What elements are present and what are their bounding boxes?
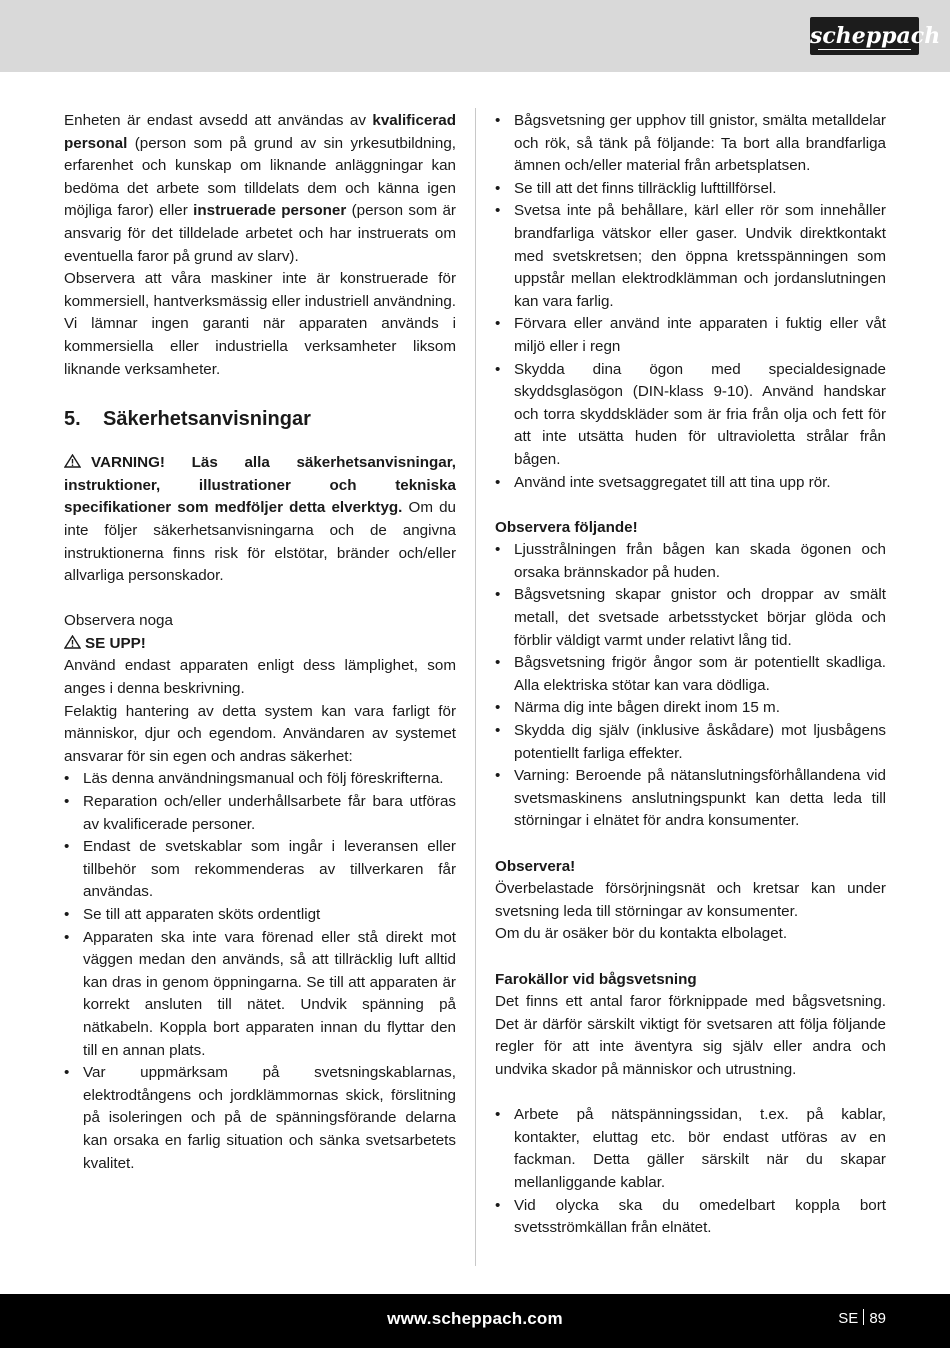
- page-number: 89: [869, 1310, 886, 1327]
- intro-paragraph: [64, 110, 456, 268]
- overload-paragraph: Överbelastade försörjningsnät och kretsar kan under svetsning leda till störningar av konsumenter.: [495, 880, 886, 920]
- list-item: • Var uppmärksam på svetsningskablarnas, elektrodtångens och jordklämmornas skick, förslitning på isoleringen och på de spänningsförande delarna kan orsaka en farlig situation och sänka svetsarbetets kvalitet.: [64, 1062, 456, 1175]
- list-item: • Bågsvetsning skapar gnistor och droppar av smält metall, det svetsade arbetsstycket börjar glöda och förblir väldigt varmt under relativt lång tid.: [495, 584, 886, 652]
- warning-text: Om du inte följer säkerhetsanvisningarna och de angivna instruktionerna finns risk för elstötar, bränder och/eller allvarliga personskador.: [64, 499, 456, 585]
- caution-triangle-icon: [64, 635, 81, 649]
- list-item: • Skydda dig själv (inklusive åskådare) mot ljusbågens potentiellt farliga effekter.: [495, 720, 886, 765]
- language-code: SE: [838, 1310, 859, 1327]
- list-item: • Vid olycka ska du omedelbart koppla bort svetsströmkällan från elnätet.: [495, 1195, 886, 1240]
- intro-text-1: Enheten är endast avsedd att användas av: [64, 112, 373, 129]
- wrong-handling-paragraph: Felaktig hantering av detta system kan vara farligt för människor, djur och egendom. Användaren av systemet ansvarar för sin egen och andras säkerhet:: [64, 702, 456, 765]
- page-separator: [863, 1309, 864, 1325]
- intro-bold-qualified: kvalificerad personal: [64, 112, 456, 152]
- right-bullet-list-top: [495, 110, 886, 494]
- logo-underline: [818, 49, 911, 50]
- list-item: • Se till att apparaten sköts ordentligt: [64, 904, 456, 927]
- caution-line: [64, 633, 456, 656]
- list-item: • Använd inte svetsaggregatet till att tina upp rör.: [495, 472, 886, 495]
- list-item: • Endast de svetskablar som ingår i leveransen eller tillbehör som rekommenderas av tillverkaren får användas.: [64, 836, 456, 904]
- observe-machines-paragraph: Observera att våra maskiner inte är konstruerade för kommersiell, hantverksmässig eller industriell användning. Vi lämnar ingen garanti när apparaten används i kommersiella eller industriella verksamheter liksom liknande verksamheter.: [64, 270, 456, 378]
- list-item: • Läs denna användningsmanual och följ föreskrifterna.: [64, 768, 456, 791]
- list-item: • Svetsa inte på behållare, kärl eller rör som innehåller brandfarliga vätskor eller gaser. Undvik direktkontakt med svetskretsen; den öppna kretsspänningen som uppstår mellan elektrodklämman och jordanslutningen kan vara farlig.: [495, 200, 886, 313]
- list-item: • Närma dig inte bågen direkt inom 15 m.: [495, 697, 886, 720]
- warning-paragraph: [64, 452, 456, 588]
- warning-bold-text: VARNING! Läs alla säkerhetsanvisningar, instruktioner, illustrationer och tekniska specifikationer som medföljer detta elverktyg.: [64, 454, 456, 517]
- footer-url[interactable]: www.scheppach.com: [387, 1309, 563, 1328]
- intro-text-3: (person som är ansvarig för det tilldelade arbetet och har instruerats om eventuella faror på grund av slarv).: [64, 202, 456, 265]
- warning-triangle-icon: [64, 454, 81, 468]
- right-bullet-list-mid: [495, 539, 886, 833]
- footer-bar: [0, 1294, 950, 1348]
- logo-text: scheppach: [810, 23, 941, 49]
- left-column: [64, 110, 456, 1175]
- left-bullet-list: [64, 768, 456, 1175]
- brand-logo: [810, 17, 941, 55]
- right-bullet-list-bottom: [495, 1104, 886, 1240]
- observe-following-heading: Observera följande!: [495, 518, 638, 536]
- column-divider: [475, 108, 476, 1266]
- list-item: • Arbete på nätspänningssidan, t.ex. på kablar, kontakter, eluttag etc. bör endast utföras av en fackman. Detta gäller särskilt när du skapar mellanliggande kablar.: [495, 1104, 886, 1194]
- list-item: • Bågsvetsning ger upphov till gnistor, smälta metalldelar och rök, så tänk på följande: Ta bort alla brandfarliga ämnen och/eller material från arbetsplatsen.: [495, 110, 886, 178]
- header-bar: [0, 0, 950, 72]
- list-item: • Se till att det finns tillräcklig lufttillförsel.: [495, 178, 886, 201]
- list-item: • Apparaten ska inte vara förenad eller stå direkt mot väggen medan den används, så att tillräcklig luft alltid kan dras in genom öppningarna. Se till att apparaten är korrekt ansluten till nätet. Undvik spänning på nätkabeln. Koppla bort apparaten innan du flyttar den till en annan plats.: [64, 927, 456, 1063]
- unsure-paragraph: Om du är osäker bör du kontakta elbolaget.: [495, 925, 788, 943]
- list-item: • Skydda dina ögon med specialdesignade skyddsglasögon (DIN-klass 9-10). Använd handskar och torra skyddskläder som är fria från olja och fett för att inte utsätta huden för ultravioletta strålar från bågen.: [495, 359, 886, 472]
- list-item: • Reparation och/eller underhållsarbete får bara utföras av kvalificerade personer.: [64, 791, 456, 836]
- section-title: Säkerhetsanvisningar: [103, 408, 311, 431]
- observe-heading: Observera!: [495, 857, 576, 875]
- list-item: • Bågsvetsning frigör ångor som är potentiellt skadliga. Alla elektriska stötar kan vara dödliga.: [495, 652, 886, 697]
- intro-text-2: (person som på grund av sin yrkesutbildning, erfarenhet och kunskap om liknande anläggningar kan bedöma det arbete som tilldelats dem och känna igen möjliga faror) eller: [64, 134, 456, 220]
- right-column: [495, 110, 886, 1240]
- caution-text: SE UPP!: [85, 634, 146, 652]
- intro-bold-instructed: instruerade personer: [193, 202, 347, 220]
- page-indicator: [838, 1294, 886, 1348]
- observe-noga: Observera noga: [64, 612, 173, 630]
- list-item: • Förvara eller använd inte apparaten i fuktig eller våt miljö eller i regn: [495, 313, 886, 358]
- hazards-paragraph: Det finns ett antal faror förknippade med bågsvetsning. Det är därför särskilt viktigt för svetsaren att följa följande regler för att inte äventyra sig själv eller andra och undvika skador på människor och utrustning.: [495, 993, 886, 1078]
- section-number: 5.: [64, 408, 81, 431]
- use-only-paragraph: Använd endast apparaten enligt dess lämplighet, som anges i denna beskrivning.: [64, 657, 456, 698]
- hazards-heading: Farokällor vid bågsvetsning: [495, 970, 697, 988]
- list-item: • Ljusstrålningen från bågen kan skada ögonen och orsaka brännskador på huden.: [495, 539, 886, 584]
- list-item: • Varning: Beroende på nätanslutningsförhållandena vid svetsmaskinens anslutningspunkt kan detta leda till störningar i elnätet för andra konsumenter.: [495, 765, 886, 833]
- section-heading: [64, 406, 456, 432]
